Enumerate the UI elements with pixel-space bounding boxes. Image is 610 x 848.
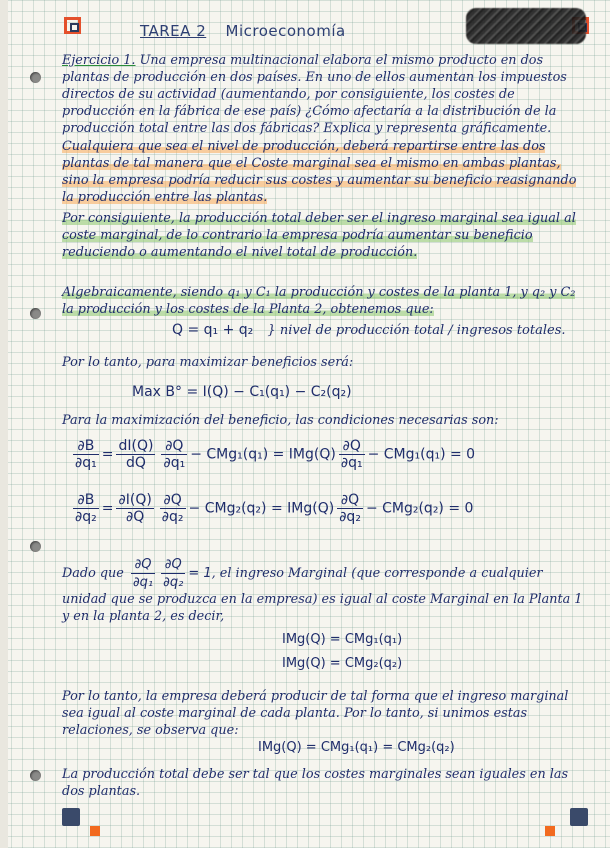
paragraph-3-text: Algebraicamente, siendo q₁ y C₁ la producción y costes de la planta 1, y q₂ y C₂ la producción y los costes de la Planta 2, obtenemos que:	[62, 285, 576, 317]
c2-frac-3: $\frac{\partial Q}{\text{∂q₂}}$	[339, 492, 361, 525]
corner-mark-bottom-right	[570, 808, 588, 826]
paragraph-2	[62, 210, 590, 261]
page-margin	[0, 0, 8, 848]
paragraph-7	[62, 688, 590, 739]
paragraph-6-start: Dado que	[62, 566, 124, 581]
paragraph-8-text: La producción total debe ser tal que los costes marginales sean iguales en las dos plantas.	[62, 767, 569, 799]
paragraph-1-text: Cualquiera que sea el nivel de producción, deberá repartirse entre las dos plantas de tal manera que el Coste marginal sea el mismo en ambas plantas, sino la empresa podría reducir sus costes y aumentar su beneficio reasignando la producción entre las plantas.	[62, 139, 577, 205]
header-title: TAREA 2	[140, 22, 207, 40]
combined-equation: IMg(Q) = CMg₁(q₁) = CMg₂(q₂)	[258, 740, 455, 755]
c2-lhs: $\frac{\partial B}{\text{∂q₂}}$	[75, 492, 97, 525]
c2-end: − CMg₂(q₂) = 0	[365, 500, 474, 517]
exercise-statement	[62, 52, 590, 137]
page-header	[140, 22, 346, 40]
paragraph-1	[62, 138, 590, 206]
profit-formula: Max B° = I(Q) − C₁(q₁) − C₂(q₂)	[132, 384, 352, 400]
corner-mark-top-left	[64, 17, 81, 34]
paragraph-4-text: Por lo tanto, para maximizar beneficios será:	[62, 355, 354, 370]
c1-frac-3: $\frac{\partial Q}{\text{∂q₁}}$	[340, 438, 363, 471]
c1-frac-1: $\frac{dI(Q)}{dQ}$	[118, 438, 154, 471]
paragraph-8	[62, 766, 590, 800]
redacted-name-scribble	[466, 8, 586, 44]
condition-1: $\frac{\partial B}{\text{∂q₁}}$ = $\frac{dI(Q)}{dQ}$ $\frac{\partial Q}{\text{∂q₁}}$ − CMg₁(q₁) = IMg(Q) $\frac{\partial Q}{\text{∂q₁}}$ − CMg₁(q₁) = 0	[75, 438, 476, 471]
given-formula: $\frac{\partial Q}{\text{∂q₁}}$ $\frac{\partial Q}{\text{∂q₂}}$ = 1	[132, 557, 212, 590]
paragraph-6	[62, 556, 590, 625]
orange-mark-bottom-left	[90, 826, 100, 836]
paragraph-5-text: Para la maximización del beneficio, las condiciones necesarias son:	[62, 413, 499, 428]
total-formula-note: } nivel de producción total / ingresos totales.	[267, 323, 566, 338]
paragraph-4	[62, 354, 590, 371]
c1-frac-2: $\frac{\partial Q}{\text{∂q₁}}$	[163, 438, 186, 471]
c2-frac-2: $\frac{\partial Q}{\text{∂q₂}}$	[161, 492, 184, 525]
paragraph-3	[62, 284, 590, 318]
paragraph-5	[62, 412, 590, 429]
binder-hole	[30, 72, 41, 83]
corner-mark-bottom-left	[62, 808, 80, 826]
c2-frac-1: $\frac{\partial I(Q)}{\partial Q}$	[118, 492, 152, 525]
binder-hole	[30, 308, 41, 319]
binder-hole	[30, 541, 41, 552]
total-production-formula	[172, 322, 566, 338]
c1-end: − CMg₁(q₁) = 0	[367, 446, 476, 463]
orange-mark-bottom-right	[545, 826, 555, 836]
binder-hole	[30, 770, 41, 781]
condition-2: $\frac{\partial B}{\text{∂q₂}}$ = $\frac{\partial I(Q)}{\partial Q}$ $\frac{\partial Q}{\text{∂q₂}}$ − CMg₂(q₂) = IMg(Q) $\frac{\partial Q}{\text{∂q₂}}$ − CMg₂(q₂) = 0	[75, 492, 474, 525]
paragraph-7-text: Por lo tanto, la empresa deberá producir de tal forma que el ingreso marginal sea igual al coste marginal de cada planta. Por lo tanto, si unimos estas relaciones, se observa que:	[62, 689, 569, 738]
equation-plant-1: IMg(Q) = CMg₁(q₁)	[282, 632, 403, 647]
paragraph-6-rest: , el ingreso Marginal (que corresponde a cualquier unidad que se produzca en la empresa) es igual al coste Marginal en la Planta 1 y en la planta 2, es decir,	[62, 566, 583, 624]
equation-plant-2: IMg(Q) = CMg₂(q₂)	[282, 656, 403, 671]
total-formula: Q = q₁ + q₂	[172, 322, 254, 338]
exercise-text: Una empresa multinacional elabora el mismo producto en dos plantas de producción en dos países. En uno de ellos aumentan los impuestos directos de su actividad (aumentando, por consiguiente, los costes de producción en la fábrica de ese país) ¿Cómo afectaría a la distribución de la producción total entre las dos fábricas? Explica y representa gráficamente.	[62, 53, 567, 136]
c2-mid: − CMg₂(q₂) = IMg(Q)	[188, 500, 335, 517]
paragraph-2-text: Por consiguiente, la producción total deber ser el ingreso marginal sea igual al coste marginal, de lo contrario la empresa podría aumentar su beneficio reduciendo o aumentando el nivel total de producción.	[62, 211, 576, 260]
c1-mid: − CMg₁(q₁) = IMg(Q)	[190, 446, 336, 463]
header-subject: Microeconomía	[225, 22, 346, 40]
c1-lhs: $\frac{\partial B}{\text{∂q₁}}$	[75, 438, 97, 471]
exercise-label: Ejercicio 1.	[62, 53, 136, 68]
